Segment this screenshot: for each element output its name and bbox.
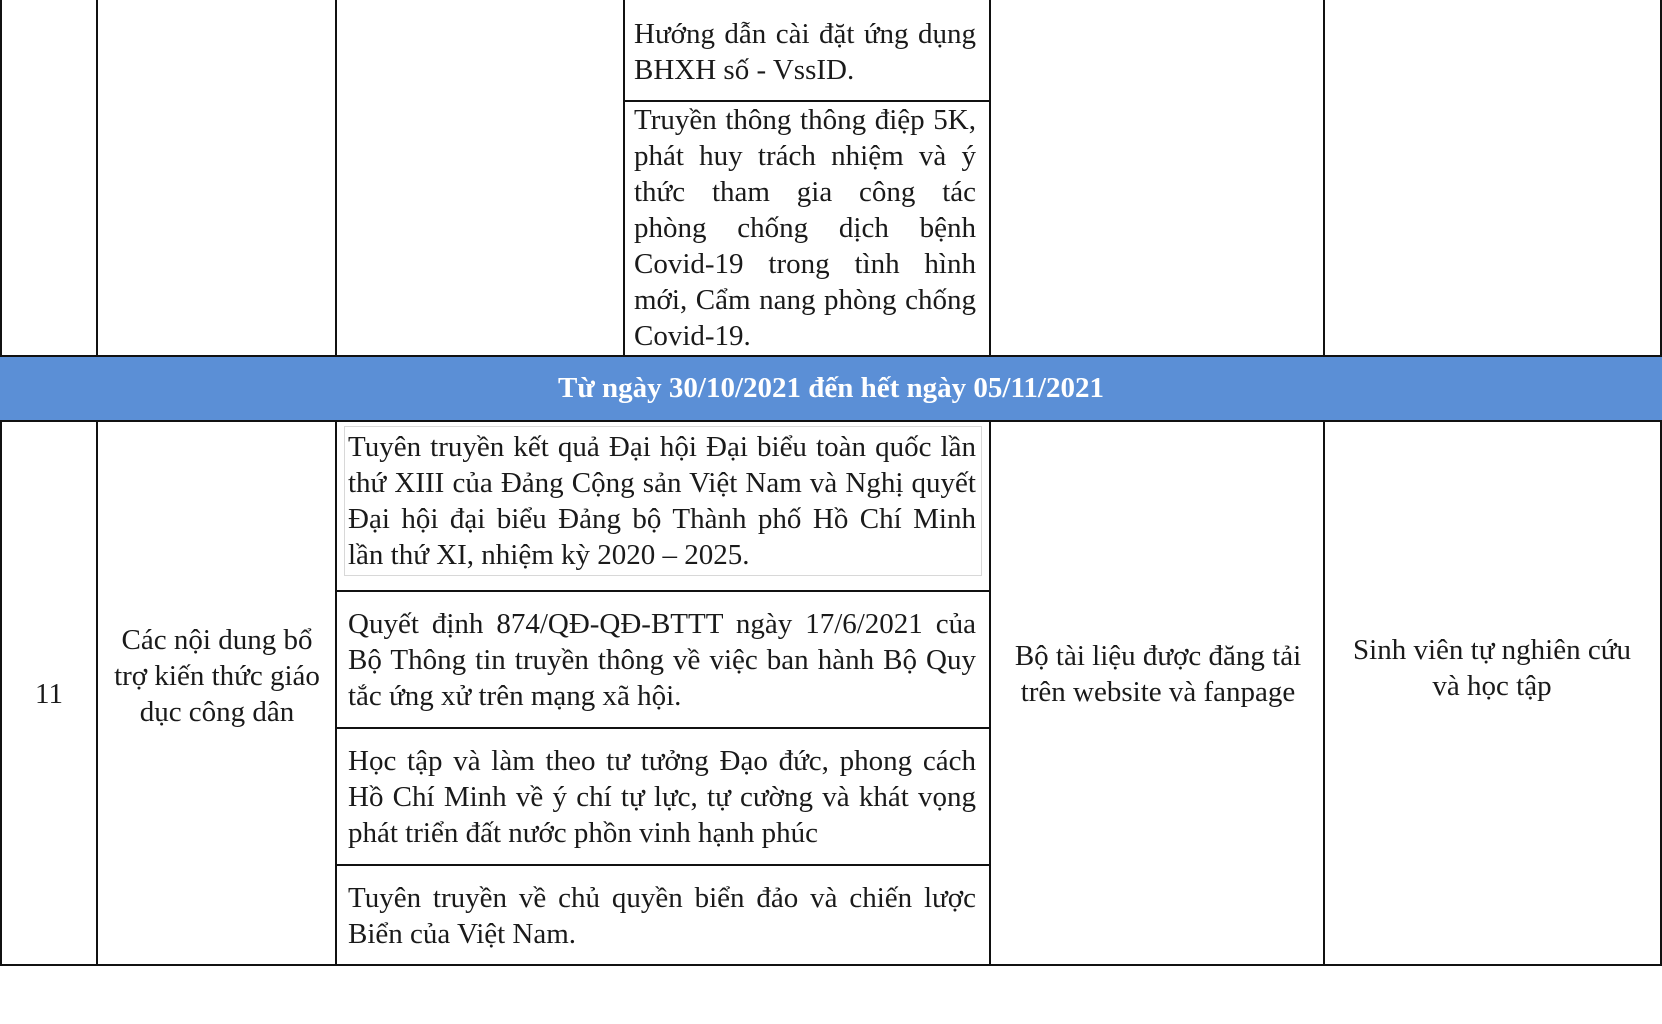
column-divider <box>623 0 625 356</box>
row-divider <box>336 727 990 729</box>
row-divider <box>336 864 990 866</box>
period-header-text: Từ ngày 30/10/2021 đến hết ngày 05/11/2021 <box>558 371 1104 404</box>
column-divider <box>1323 0 1325 356</box>
period-header <box>0 356 1662 420</box>
table-bottom-border <box>0 964 1662 966</box>
prev-content-item: Hướng dẫn cài đặt ứng dụng BHXH số - VssID. <box>634 18 976 86</box>
column-divider <box>1323 420 1325 966</box>
content-item: Tuyên truyền kết quả Đại hội Đại biểu toàn quốc lần thứ XIII của Đảng Cộng sản Việt Nam và Nghị quyết Đại hội đại biểu Đảng bộ Thành phố Hồ Chí Minh lần thứ XI, nhiệm kỳ 2020 – 2025. <box>348 431 976 571</box>
row-divider <box>0 355 1662 357</box>
column-divider <box>989 420 991 966</box>
topic-cell: Các nội dung bổ trợ kiến thức giáo dục công dân <box>114 624 320 728</box>
row-number: 11 <box>35 678 63 710</box>
row-divider <box>0 420 1662 422</box>
method-cell: Sinh viên tự nghiên cứu và học tập <box>1353 634 1631 702</box>
column-divider <box>989 0 991 356</box>
prev-content-item: Truyền thông thông điệp 5K, phát huy trách nhiệm và ý thức tham gia công tác phòng chống dịch bệnh Covid-19 trong tình hình mới, Cẩm nang phòng chống Covid-19. <box>634 104 976 352</box>
format-cell: Bộ tài liệu được đăng tải trên website và fanpage <box>1014 640 1302 708</box>
column-divider <box>96 420 98 966</box>
column-divider <box>335 0 337 356</box>
content-item: Quyết định 874/QĐ-QĐ-BTTT ngày 17/6/2021 của Bộ Thông tin truyền thông về việc ban hành Bộ Quy tắc ứng xử trên mạng xã hội. <box>348 608 976 712</box>
row-divider <box>336 590 990 592</box>
column-divider <box>96 0 98 356</box>
column-divider <box>335 420 337 966</box>
column-divider <box>0 0 2 356</box>
content-item: Học tập và làm theo tư tưởng Đạo đức, phong cách Hồ Chí Minh về ý chí tự lực, tự cường và khát vọng phát triển đất nước phồn vinh hạnh phúc <box>348 745 976 849</box>
content-item: Tuyên truyền về chủ quyền biển đảo và chiến lược Biển của Việt Nam. <box>348 882 976 950</box>
